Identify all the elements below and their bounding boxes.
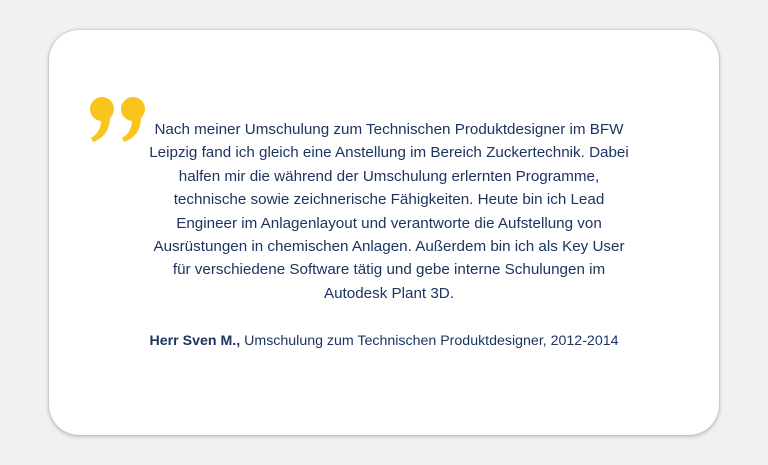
testimonial-card [49,30,719,435]
quotation-mark-icon [89,96,149,144]
author-role: Umschulung zum Technischen Produktdesigner, 2012-2014 [240,333,619,349]
testimonial-attribution [109,331,659,351]
author-name: Herr Sven M., [149,333,241,349]
testimonial-quote: Nach meiner Umschulung zum Technischen Produktdesigner im BFW Leipzig fand ich gleich eine Anstellung im Bereich Zuckertechnik. Dabei halfen mir die während der Umschulung erlernten Programme, technische sowie zeichnerische Fähigkeiten. Heute bin ich Lead Engineer im Anlagenlayout und verantworte die Aufstellung von Ausrüstungen in chemischen Anlagen. Außerdem bin ich als Key User für verschiedene Software tätig und gebe interne Schulungen im Autodesk Plant 3D. [149,121,629,302]
